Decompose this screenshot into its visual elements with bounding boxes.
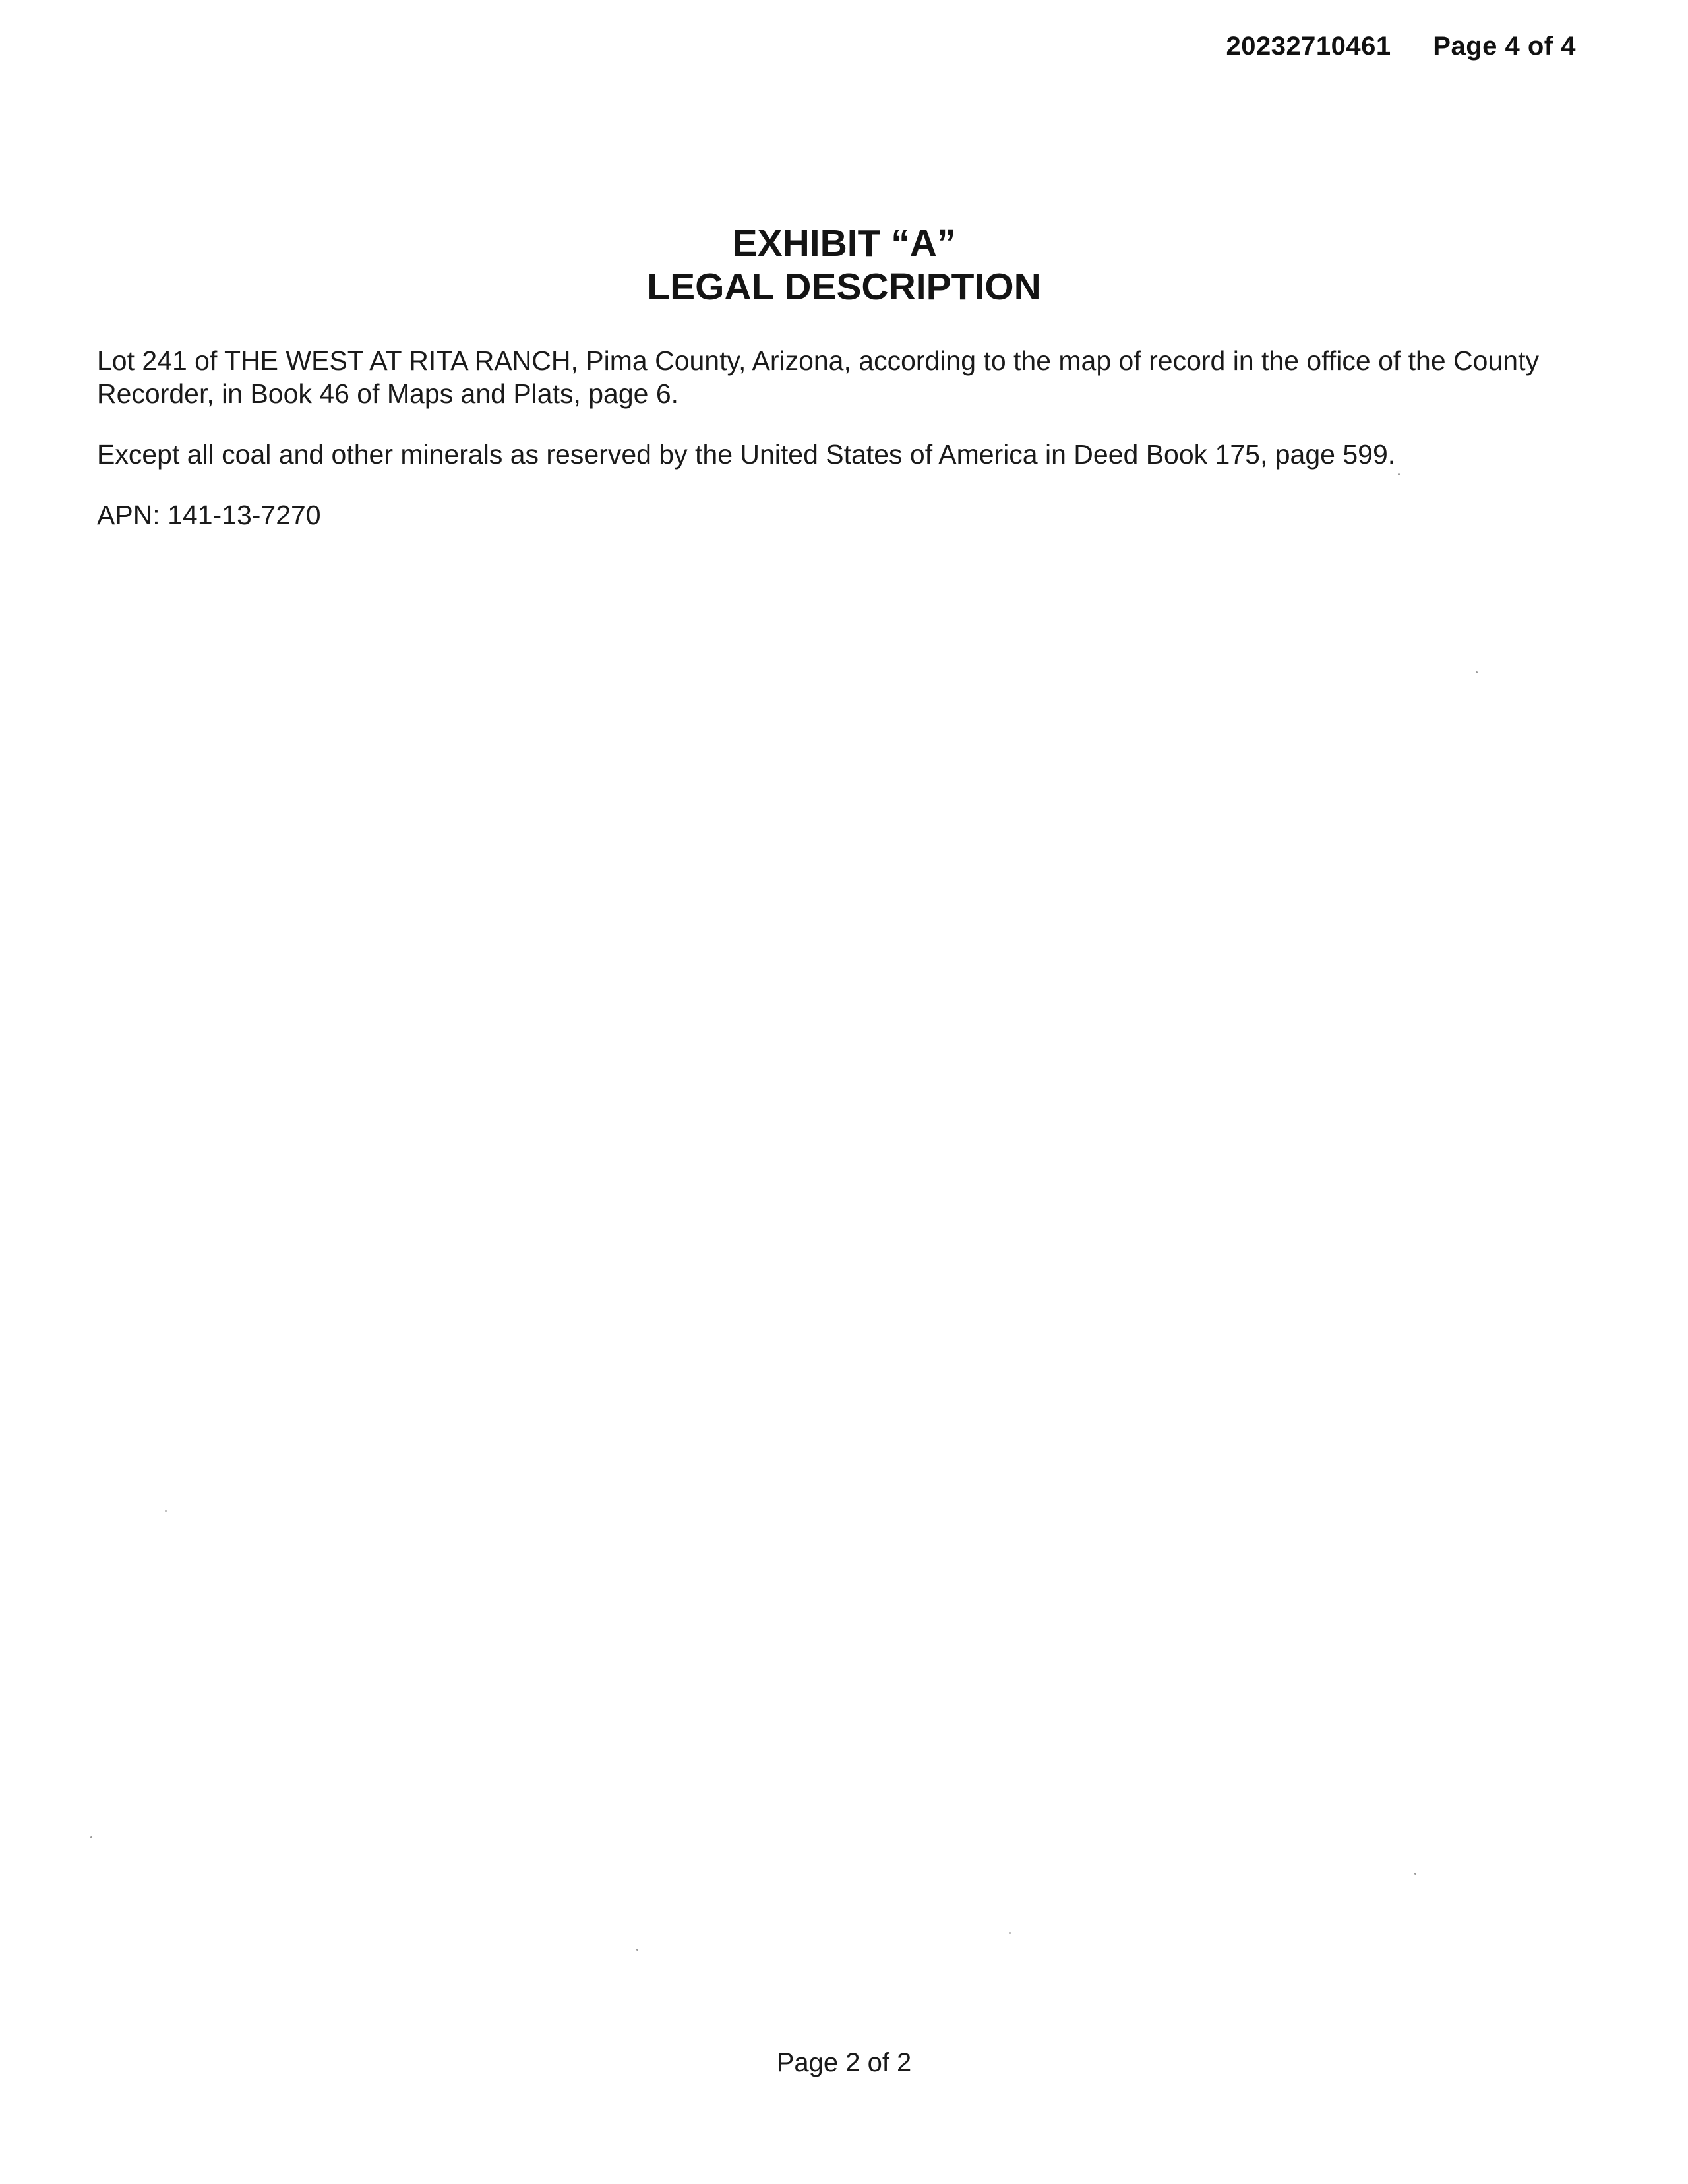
recording-header bbox=[1226, 32, 1576, 61]
scan-speck bbox=[1398, 473, 1400, 475]
scan-speck bbox=[90, 1836, 92, 1838]
scan-speck bbox=[165, 1510, 167, 1512]
page-footer: Page 2 of 2 bbox=[776, 2048, 912, 2077]
scan-speck bbox=[1476, 671, 1478, 673]
legal-description-heading: LEGAL DESCRIPTION bbox=[647, 266, 1041, 308]
legal-description-paragraph: Lot 241 of THE WEST AT RITA RANCH, Pima County, Arizona, according to the map of record in the office of the County Recorder, in Book 46 of Maps and Plats, page 6. bbox=[97, 346, 1539, 409]
exhibit-title-line: EXHIBIT “A” bbox=[732, 222, 956, 264]
scan-speck bbox=[636, 1949, 638, 1951]
scan-speck bbox=[1009, 1932, 1011, 1934]
exhibit-title bbox=[0, 222, 1688, 309]
scan-speck bbox=[1414, 1873, 1416, 1875]
document-number: 20232710461 bbox=[1226, 32, 1391, 61]
apn-line: APN: 141-13-7270 bbox=[97, 500, 321, 530]
recording-page-indicator: Page 4 of 4 bbox=[1433, 32, 1576, 61]
mineral-reservation-paragraph: Except all coal and other minerals as reserved by the United States of America in Deed Book 175, page 599. bbox=[97, 439, 1396, 470]
